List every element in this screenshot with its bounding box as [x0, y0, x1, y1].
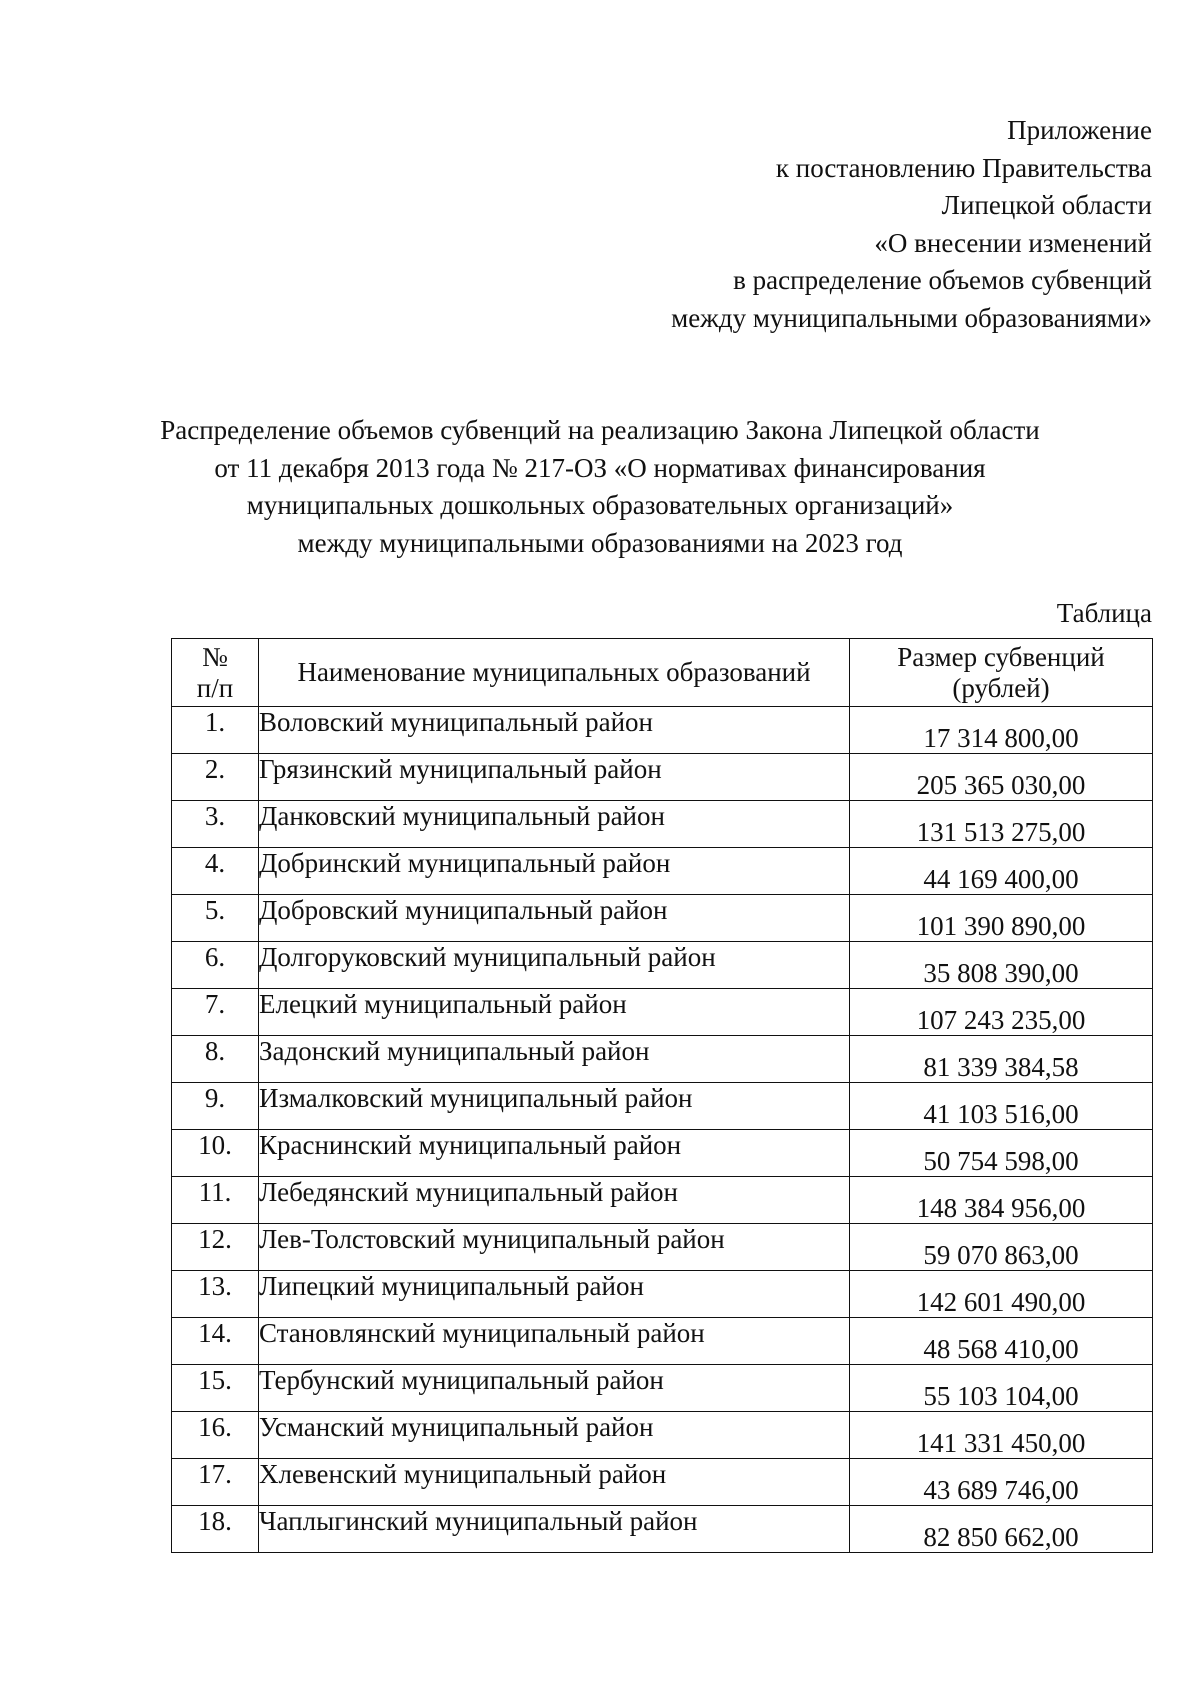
- row-number: 11.: [172, 1177, 259, 1224]
- row-name: Усманский муниципальный район: [259, 1412, 850, 1459]
- table-row: [172, 895, 1153, 942]
- appendix-line: в распределение объемов субвенций: [733, 265, 1152, 295]
- row-number: 14.: [172, 1318, 259, 1365]
- row-amount: 81 339 384,58: [850, 1036, 1153, 1083]
- row-name: Задонский муниципальный район: [259, 1036, 850, 1083]
- row-number: 10.: [172, 1130, 259, 1177]
- table-row: [172, 1318, 1153, 1365]
- row-name: Долгоруковский муниципальный район: [259, 942, 850, 989]
- row-number: 6.: [172, 942, 259, 989]
- row-amount: 107 243 235,00: [850, 989, 1153, 1036]
- row-name: Грязинский муниципальный район: [259, 754, 850, 801]
- table-row: [172, 848, 1153, 895]
- appendix-line: к постановлению Правительства: [775, 152, 1152, 183]
- row-amount: 35 808 390,00: [850, 942, 1153, 989]
- row-amount: 17 314 800,00: [850, 707, 1153, 754]
- row-amount: 82 850 662,00: [850, 1506, 1153, 1553]
- row-number: 1.: [172, 707, 259, 754]
- row-name: Воловский муниципальный район: [259, 707, 850, 754]
- row-number: 3.: [172, 801, 259, 848]
- row-amount: 41 103 516,00: [850, 1083, 1153, 1130]
- appendix-line: «О внесении изменений: [874, 227, 1152, 258]
- header-amount: [850, 639, 1153, 707]
- row-name: Становлянский муниципальный район: [259, 1318, 850, 1365]
- table-row: [172, 1177, 1153, 1224]
- table-row: [172, 801, 1153, 848]
- row-amount: 48 568 410,00: [850, 1318, 1153, 1365]
- row-name: Измалковский муниципальный район: [259, 1083, 850, 1130]
- row-amount: 55 103 104,00: [850, 1365, 1153, 1412]
- row-name: Тербунский муниципальный район: [259, 1365, 850, 1412]
- row-number: 15.: [172, 1365, 259, 1412]
- row-amount: 142 601 490,00: [850, 1271, 1153, 1318]
- table-row: [172, 707, 1153, 754]
- row-amount: 101 390 890,00: [850, 895, 1153, 942]
- table-row: [172, 1459, 1153, 1506]
- row-amount: 131 513 275,00: [850, 801, 1153, 848]
- table-row: [172, 1271, 1153, 1318]
- row-name: Лебедянский муниципальный район: [259, 1177, 850, 1224]
- header-number-line1: №: [202, 641, 228, 672]
- row-name: Данковский муниципальный район: [259, 801, 850, 848]
- row-number: 13.: [172, 1271, 259, 1318]
- document-title: [0, 412, 1200, 562]
- row-name: Лев-Толстовский муниципальный район: [259, 1224, 850, 1271]
- row-amount: 141 331 450,00: [850, 1412, 1153, 1459]
- title-line: муниципальных дошкольных образовательных организаций»: [246, 490, 954, 520]
- row-number: 9.: [172, 1083, 259, 1130]
- row-name: Хлевенский муниципальный район: [259, 1459, 850, 1506]
- title-line: от 11 декабря 2013 года № 217-ОЗ «О нормативах финансирования: [214, 452, 986, 483]
- row-amount: 50 754 598,00: [850, 1130, 1153, 1177]
- header-amount-line1: Размер субвенций: [897, 641, 1105, 672]
- table-header-row: [172, 639, 1153, 707]
- title-line: Распределение объемов субвенций на реализацию Закона Липецкой области: [160, 415, 1040, 445]
- row-number: 5.: [172, 895, 259, 942]
- table-row: [172, 1506, 1153, 1553]
- row-name: Добровский муниципальный район: [259, 895, 850, 942]
- table-row: [172, 1036, 1153, 1083]
- row-amount: 44 169 400,00: [850, 848, 1153, 895]
- table-row: [172, 989, 1153, 1036]
- row-name: Чаплыгинский муниципальный район: [259, 1506, 850, 1553]
- row-number: 8.: [172, 1036, 259, 1083]
- row-number: 16.: [172, 1412, 259, 1459]
- row-number: 4.: [172, 848, 259, 895]
- appendix-line: Липецкой области: [941, 190, 1152, 220]
- header-number: [172, 639, 259, 707]
- row-name: Добринский муниципальный район: [259, 848, 850, 895]
- header-name: Наименование муниципальных образований: [259, 639, 850, 707]
- row-name: Краснинский муниципальный район: [259, 1130, 850, 1177]
- header-amount-line2: (рублей): [952, 672, 1050, 703]
- row-number: 2.: [172, 754, 259, 801]
- appendix-line: Приложение: [1007, 115, 1152, 145]
- table-row: [172, 942, 1153, 989]
- row-number: 12.: [172, 1224, 259, 1271]
- appendix-line: между муниципальными образованиями»: [671, 302, 1152, 333]
- table-row: [172, 1224, 1153, 1271]
- header-number-line2: п/п: [196, 672, 234, 703]
- appendix-block: [671, 112, 1152, 337]
- row-number: 7.: [172, 989, 259, 1036]
- row-amount: 205 365 030,00: [850, 754, 1153, 801]
- table-caption: Таблица: [1056, 598, 1152, 628]
- table-row: [172, 1130, 1153, 1177]
- row-amount: 43 689 746,00: [850, 1459, 1153, 1506]
- row-amount: 59 070 863,00: [850, 1224, 1153, 1271]
- row-number: 17.: [172, 1459, 259, 1506]
- subsidy-table: [171, 638, 1153, 1553]
- row-name: Липецкий муниципальный район: [259, 1271, 850, 1318]
- row-name: Елецкий муниципальный район: [259, 989, 850, 1036]
- table-row: [172, 1365, 1153, 1412]
- row-amount: 148 384 956,00: [850, 1177, 1153, 1224]
- table-row: [172, 1083, 1153, 1130]
- title-line: между муниципальными образованиями на 2023 год: [297, 527, 903, 558]
- table-row: [172, 754, 1153, 801]
- table-row: [172, 1412, 1153, 1459]
- row-number: 18.: [172, 1506, 259, 1553]
